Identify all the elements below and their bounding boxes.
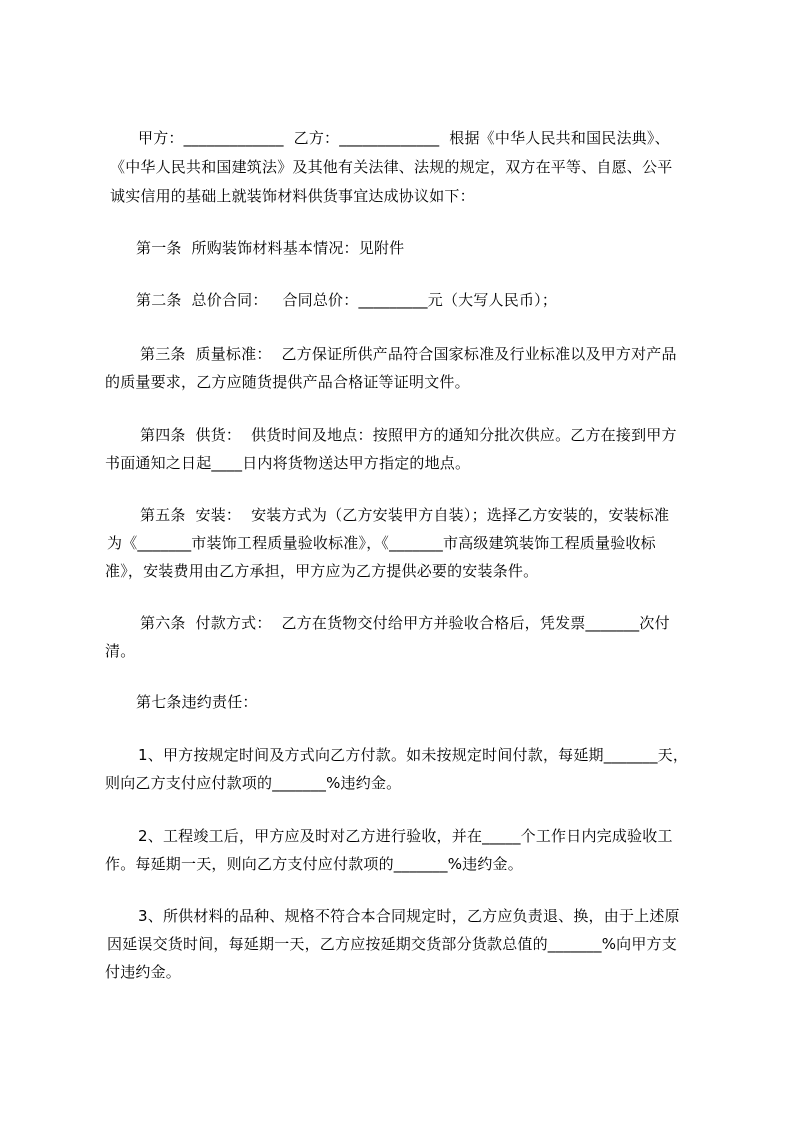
article-4-line-1: 第四条 供货： 供货时间及地点：按照甲方的通知分批次供应。乙方在接到甲方 <box>140 426 677 444</box>
article-3-line-1: 第三条 质量标准： 乙方保证所供产品符合国家标准及行业标准以及甲方对产品 <box>140 345 677 363</box>
article-2: 第二条 总价合同： 合同总价：_________元（大写人民币）； <box>136 291 558 309</box>
intro-line-2: 《中华人民共和国建筑法》及其他有关法律、法规的规定，双方在平等、自愿、公平 <box>110 158 673 176</box>
clause-3-line-1: 3、所供材料的品种、规格不符合本合同规定时，乙方应负责退、换，由于上述原 <box>138 907 680 925</box>
article-6-line-1: 第六条 付款方式： 乙方在货物交付给甲方并验收合格后，凭发票_______次付 <box>140 614 670 632</box>
article-5-line-2: 为《_______市装饰工程质量验收标准》，《_______市高级建筑装饰工程质量验收标 <box>107 534 656 552</box>
clause-2-line-2: 作。每延期一天，则向乙方支付应付款项的_______%违约金。 <box>105 855 523 873</box>
article-5-line-1: 第五条 安装： 安装方式为（乙方安装甲方自装）；选择乙方安装的，安装标准 <box>140 506 670 524</box>
article-7-heading: 第七条违约责任： <box>136 693 258 711</box>
intro-line-1: 甲方：_____________ 乙方：_____________ 根据《中华人民共和国民法典》、 <box>138 129 670 147</box>
clause-1-line-1: 1、甲方按规定时间及方式向乙方付款。如未按规定时间付款，每延期_______天， <box>138 746 689 764</box>
intro-line-3: 诚实信用的基础上就装饰材料供货事宜达成协议如下： <box>110 187 475 205</box>
article-4-line-2: 书面通知之日起____日内将货物送达甲方指定的地点。 <box>105 454 471 472</box>
article-1: 第一条 所购装饰材料基本情况：见附件 <box>136 239 405 257</box>
article-3-line-2: 的质量要求，乙方应随货提供产品合格证等证明文件。 <box>105 373 470 391</box>
clause-3-line-3: 付违约金。 <box>105 963 182 981</box>
clause-3-line-2: 因延误交货时间，每延期一天，乙方应按延期交货部分货款总值的_______%向甲方支 <box>107 935 677 953</box>
article-5-line-3: 准》，安装费用由乙方承担，甲方应为乙方提供必要的安装条件。 <box>105 562 539 580</box>
article-6-line-2: 清。 <box>105 642 136 660</box>
clause-1-line-2: 则向乙方支付应付款项的_______%违约金。 <box>105 774 402 792</box>
clause-2-line-1: 2、工程竣工后，甲方应及时对乙方进行验收，并在_____个工作日内完成验收工 <box>138 827 673 845</box>
